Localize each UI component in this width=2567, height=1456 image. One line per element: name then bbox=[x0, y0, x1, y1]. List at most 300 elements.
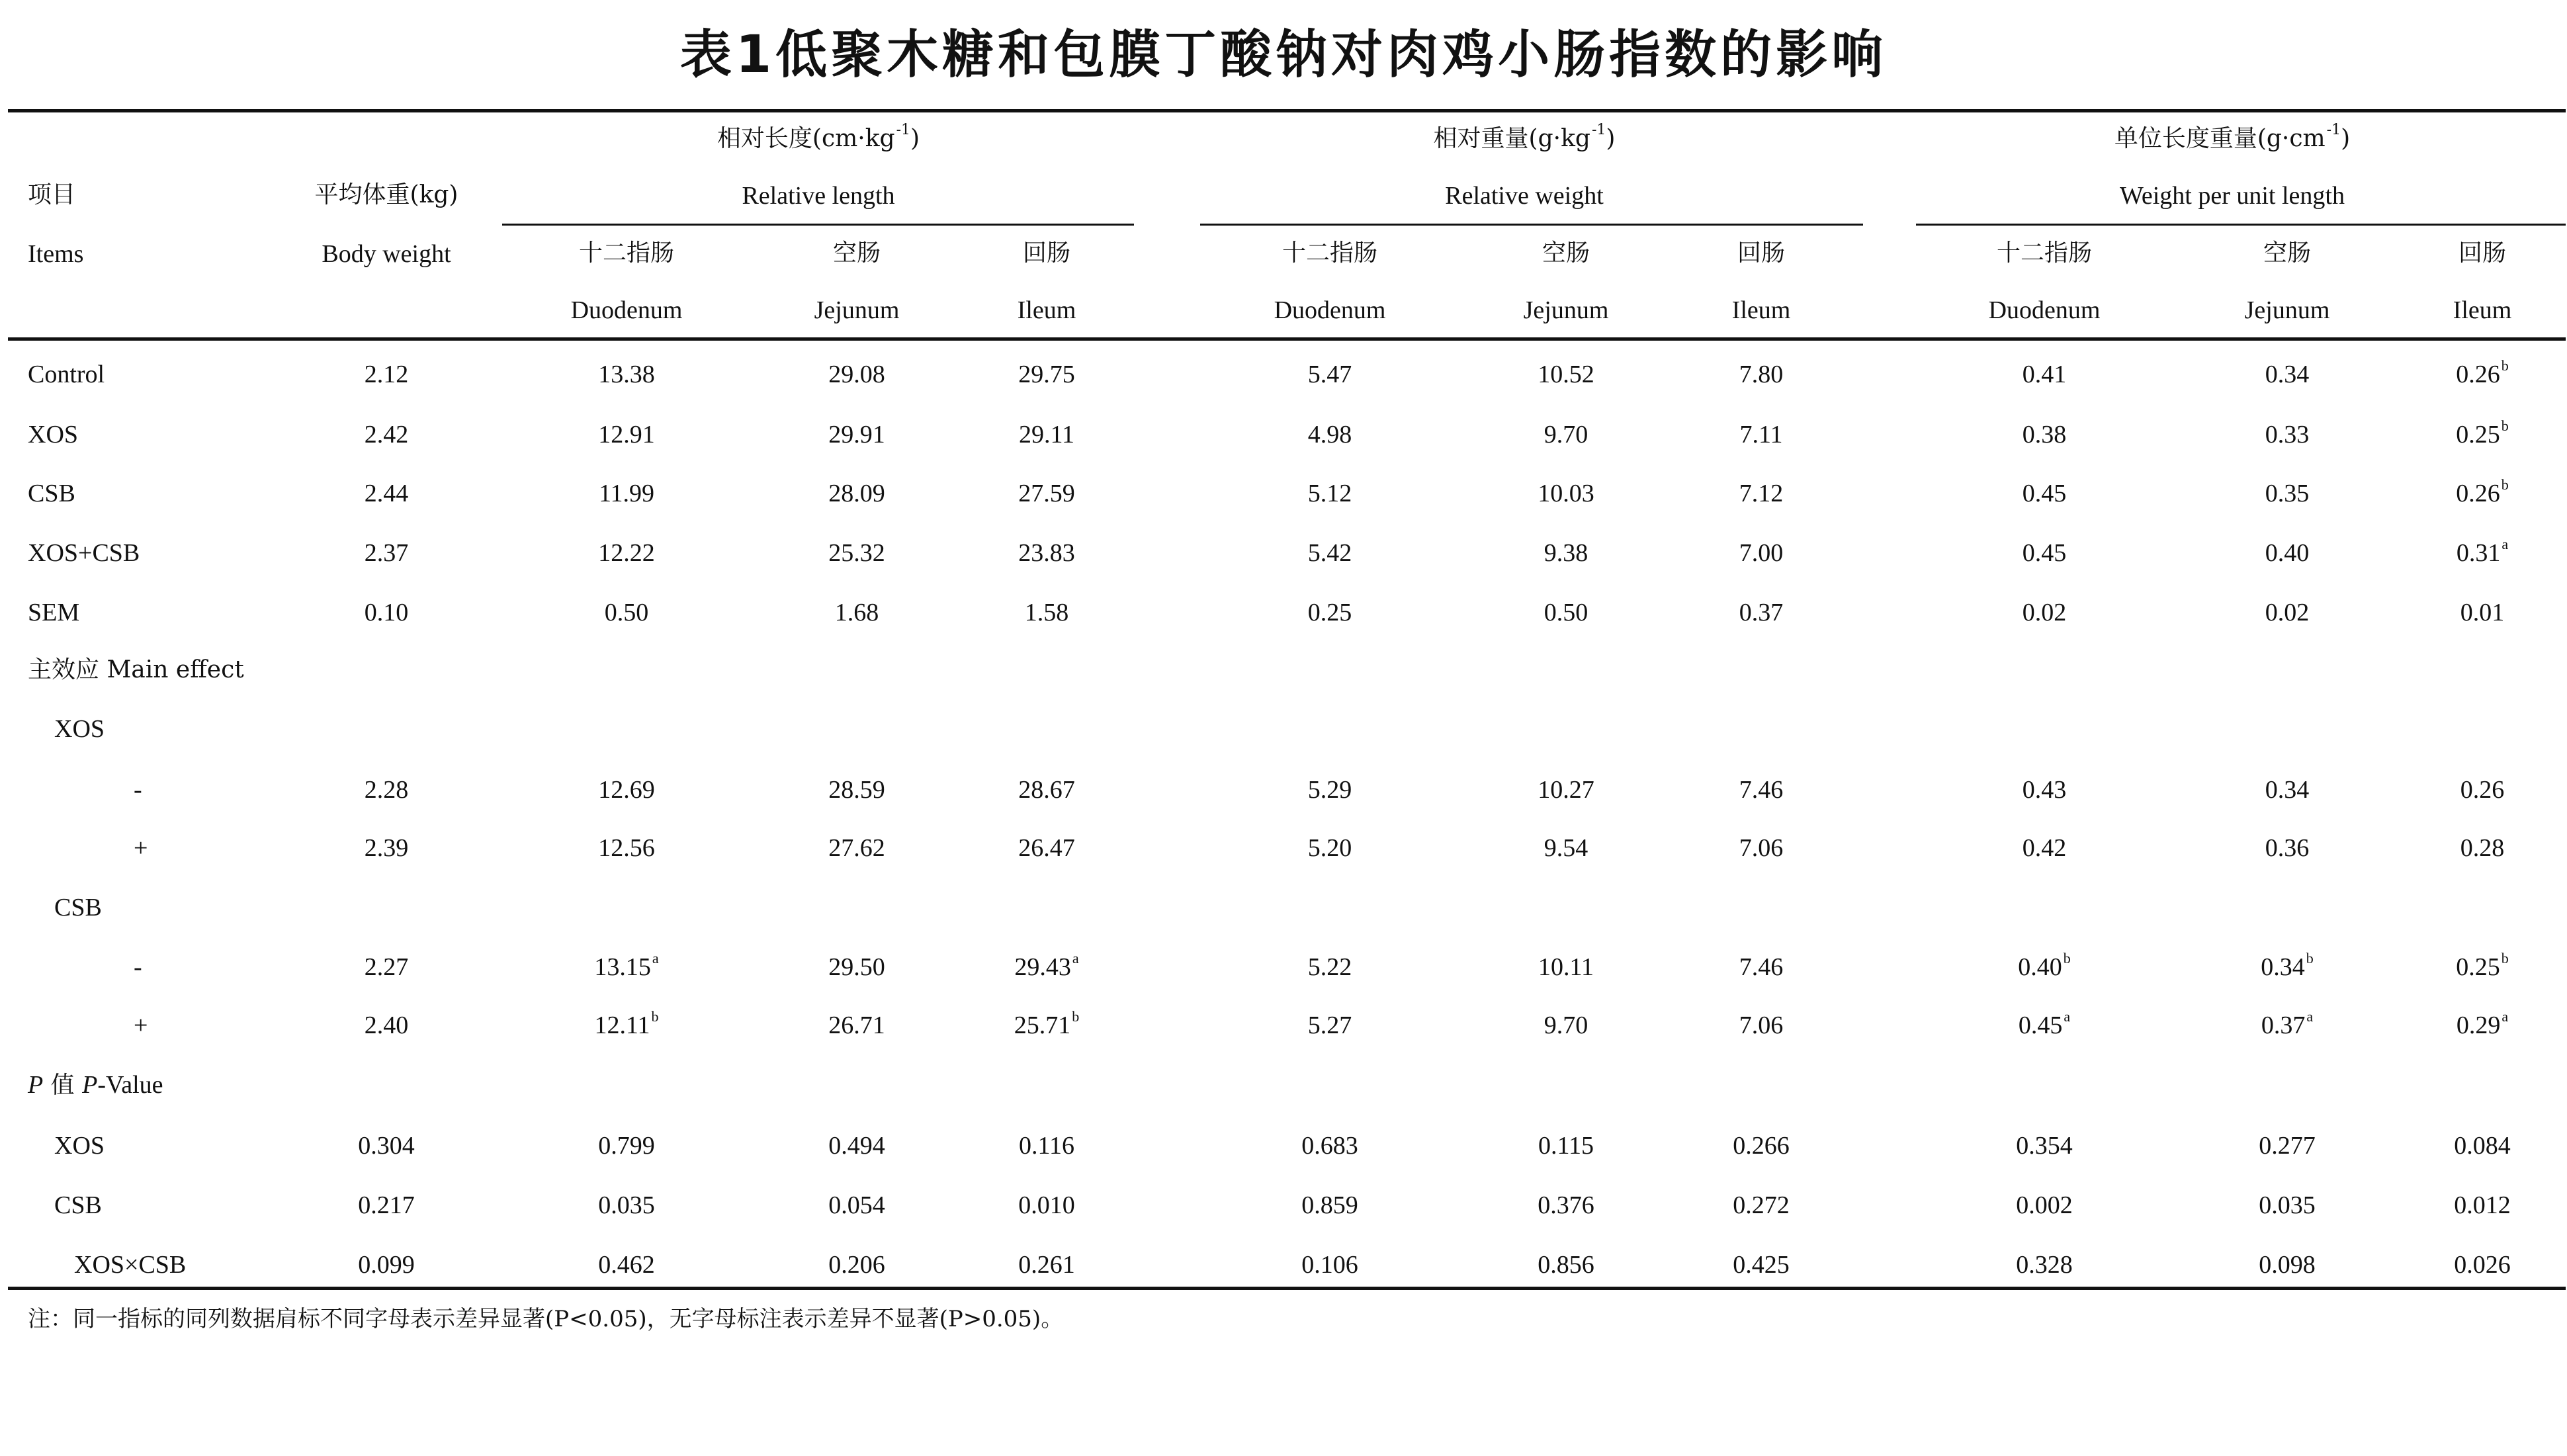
main-effect-label: 主效应 Main effect bbox=[28, 656, 244, 683]
segment-header-cn: 回肠 bbox=[2458, 239, 2507, 267]
table-cell bbox=[358, 1133, 415, 1158]
weight-per-length-header-cn: 单位长度重量$(g\cdot cm^{-1})$ bbox=[2114, 122, 2351, 152]
table-cell bbox=[2018, 950, 2071, 981]
cell-value: 7.80 bbox=[1739, 361, 1784, 388]
table-cell bbox=[598, 777, 655, 802]
cell-value: 0.035 bbox=[2259, 1191, 2316, 1219]
segment-header-en: Duodenum bbox=[1988, 296, 2101, 324]
table-cell bbox=[2023, 600, 2067, 625]
table-cell bbox=[2460, 600, 2505, 625]
cell-value: 0.26 bbox=[2460, 776, 2505, 804]
significance-superscript: a bbox=[2502, 1008, 2509, 1025]
cell-value: 2.12 bbox=[364, 361, 409, 388]
cell-value: 2.40 bbox=[364, 1011, 409, 1039]
row-label: XOS bbox=[28, 421, 79, 449]
cell-value: 28.67 bbox=[1018, 776, 1075, 804]
cell-value: 0.859 bbox=[1301, 1191, 1358, 1219]
segment-header-cn: 空肠 bbox=[832, 239, 881, 267]
level-label: + bbox=[134, 834, 148, 862]
cell-value: 0.50 bbox=[1544, 599, 1588, 626]
segment-header-en: Jejunum bbox=[2244, 296, 2330, 324]
table-cell bbox=[599, 481, 654, 506]
table-cell bbox=[1544, 1013, 1588, 1038]
cell-value: 0.106 bbox=[1301, 1251, 1358, 1279]
cell-value: 0.36 bbox=[2265, 834, 2310, 862]
cell-value: 9.70 bbox=[1544, 1011, 1588, 1039]
cell-value: 7.00 bbox=[1739, 539, 1784, 567]
table-cell bbox=[365, 955, 409, 980]
level-label: - bbox=[134, 953, 142, 981]
cell-value: 5.47 bbox=[1307, 361, 1352, 388]
cell-value: 25.32 bbox=[828, 539, 885, 567]
table-cell bbox=[2259, 1193, 2316, 1218]
cell-value: 0.494 bbox=[828, 1132, 885, 1160]
table-cell bbox=[2023, 540, 2067, 566]
table-cell bbox=[1739, 481, 1784, 506]
segment-header-en: Jejunum bbox=[814, 296, 900, 324]
table-cell bbox=[598, 422, 655, 447]
table-cell bbox=[2016, 1193, 2073, 1218]
significance-superscript: b bbox=[2501, 357, 2509, 374]
cell-value: 10.03 bbox=[1538, 480, 1594, 507]
table-cell bbox=[598, 835, 655, 861]
table-cell bbox=[594, 950, 659, 981]
table-cell bbox=[2023, 835, 2067, 861]
table-cell bbox=[598, 362, 655, 387]
table-cell bbox=[2023, 777, 2067, 802]
cell-value: 29.43 bbox=[1014, 953, 1071, 981]
table-cell bbox=[2265, 422, 2310, 447]
cell-value: 0.41 bbox=[2022, 361, 2067, 388]
items-header-en: Items bbox=[28, 240, 84, 268]
table-cell bbox=[1544, 600, 1588, 625]
cell-value: 10.52 bbox=[1538, 361, 1594, 388]
table-cell bbox=[1019, 422, 1074, 447]
significance-superscript: b bbox=[2063, 950, 2071, 966]
cell-value: 13.38 bbox=[598, 361, 655, 388]
table-cell bbox=[1308, 835, 1352, 861]
segment-header-en: Jejunum bbox=[1523, 296, 1609, 324]
table-cell bbox=[2261, 950, 2314, 981]
cell-value: 0.012 bbox=[2454, 1191, 2511, 1219]
table-cell bbox=[1538, 481, 1594, 506]
table-cell bbox=[1538, 1193, 1594, 1218]
cell-value: 0.33 bbox=[2265, 421, 2310, 449]
table-cell bbox=[1018, 777, 1075, 802]
cell-value: 5.12 bbox=[1307, 480, 1352, 507]
cell-value: 0.42 bbox=[2022, 834, 2067, 862]
cell-value: 4.98 bbox=[1307, 421, 1352, 449]
table-cell bbox=[1014, 1008, 1080, 1039]
cell-value: 0.01 bbox=[2460, 599, 2505, 626]
cell-value: 0.277 bbox=[2259, 1132, 2316, 1160]
table-cell bbox=[828, 422, 885, 447]
cell-value: 7.46 bbox=[1739, 776, 1784, 804]
table-cell bbox=[598, 1133, 655, 1158]
cell-value: 0.010 bbox=[1018, 1191, 1075, 1219]
table-cell bbox=[1739, 777, 1784, 802]
table-cell bbox=[2265, 600, 2310, 625]
table-cell bbox=[2018, 1008, 2071, 1039]
table-cell bbox=[1538, 955, 1594, 980]
table-cell bbox=[598, 1193, 655, 1218]
cell-value: 0.115 bbox=[1538, 1132, 1594, 1160]
cell-value: 29.91 bbox=[828, 421, 885, 449]
table-cell bbox=[2454, 1133, 2511, 1158]
table-cell bbox=[1301, 1252, 1358, 1277]
cell-value: 0.856 bbox=[1538, 1251, 1594, 1279]
table-cell bbox=[1018, 1252, 1075, 1277]
cell-value: 0.38 bbox=[2022, 421, 2067, 449]
table-cell bbox=[1739, 955, 1784, 980]
segment-header-cn: 空肠 bbox=[1542, 239, 1590, 267]
table-cell bbox=[2259, 1133, 2316, 1158]
significance-superscript: a bbox=[1072, 950, 1079, 966]
table-cell bbox=[2261, 1008, 2314, 1039]
p-value-label: P 值 P-Value bbox=[28, 1071, 163, 1099]
significance-superscript: b bbox=[2501, 950, 2509, 966]
table-cell bbox=[1018, 481, 1075, 506]
table-cell bbox=[1018, 1193, 1075, 1218]
table-cell bbox=[1739, 1013, 1784, 1038]
cell-value: 0.098 bbox=[2259, 1251, 2316, 1279]
body-weight-header-cn: 平均体重(kg) bbox=[314, 181, 458, 208]
segment-header-en: Duodenum bbox=[570, 296, 683, 324]
cell-value: 0.37 bbox=[2261, 1011, 2306, 1039]
cell-value: 0.054 bbox=[828, 1191, 885, 1219]
weight-per-length-underline bbox=[1916, 224, 2566, 226]
cell-value: 0.261 bbox=[1018, 1251, 1075, 1279]
cell-value: 0.683 bbox=[1301, 1132, 1358, 1160]
cell-value: 1.68 bbox=[834, 599, 879, 626]
cell-value: 7.12 bbox=[1739, 480, 1784, 507]
table-cell bbox=[1018, 540, 1075, 566]
table-cell bbox=[1308, 600, 1352, 625]
significance-superscript: b bbox=[2501, 476, 2509, 493]
cell-value: 0.002 bbox=[2016, 1191, 2073, 1219]
cell-value: 5.29 bbox=[1307, 776, 1352, 804]
table-cell bbox=[365, 362, 409, 387]
table-cell bbox=[365, 540, 409, 566]
cell-value: 0.10 bbox=[364, 599, 409, 626]
level-label: + bbox=[134, 1011, 148, 1039]
table-cell bbox=[828, 362, 885, 387]
table-cell bbox=[2259, 1252, 2316, 1277]
table-cell bbox=[2023, 422, 2067, 447]
cell-value: 11.99 bbox=[598, 480, 655, 507]
segment-header-cn: 回肠 bbox=[1022, 239, 1071, 267]
relative-length-header-en: Relative length bbox=[742, 182, 895, 210]
cell-value: 5.20 bbox=[1307, 834, 1352, 862]
cell-value: 7.06 bbox=[1739, 834, 1784, 862]
significance-superscript: a bbox=[2064, 1008, 2071, 1025]
cell-value: 5.22 bbox=[1307, 953, 1352, 981]
items-header-cn: 项目 bbox=[28, 181, 76, 208]
cell-value: 25.71 bbox=[1014, 1011, 1071, 1039]
table-cell bbox=[358, 1193, 415, 1218]
table-cell bbox=[2456, 357, 2509, 388]
cell-value: 0.206 bbox=[828, 1251, 885, 1279]
table-cell bbox=[1739, 422, 1782, 447]
table-cell bbox=[1739, 600, 1784, 625]
table-cell bbox=[1544, 422, 1588, 447]
cell-value: 0.266 bbox=[1733, 1132, 1790, 1160]
cell-value: 29.11 bbox=[1018, 421, 1075, 449]
table-cell bbox=[598, 1252, 655, 1277]
segment-header-cn: 十二指肠 bbox=[1996, 239, 2093, 267]
table-cell bbox=[1733, 1193, 1790, 1218]
significance-superscript: b bbox=[1072, 1008, 1080, 1025]
cell-value: 0.099 bbox=[358, 1251, 415, 1279]
table-cell bbox=[365, 1013, 409, 1038]
weight-per-length-header-en: Weight per unit length bbox=[2120, 182, 2345, 210]
cell-value: 26.71 bbox=[828, 1011, 885, 1039]
cell-value: 0.26 bbox=[2456, 361, 2500, 388]
table-cell bbox=[1308, 540, 1352, 566]
table-cell bbox=[1308, 777, 1352, 802]
table-cell bbox=[2456, 417, 2509, 449]
header-bottom-rule bbox=[8, 337, 2566, 341]
table-cell bbox=[1739, 362, 1784, 387]
table-cell bbox=[1538, 1252, 1594, 1277]
relative-length-underline bbox=[502, 224, 1134, 226]
cell-value: 1.58 bbox=[1024, 599, 1069, 626]
table-cell bbox=[2016, 1252, 2073, 1277]
cell-value: 29.50 bbox=[828, 953, 885, 981]
table-cell bbox=[828, 1252, 885, 1277]
table-cell bbox=[2265, 481, 2310, 506]
segment-header-en: Ileum bbox=[1017, 296, 1076, 324]
table-cell bbox=[2460, 835, 2505, 861]
cell-value: 28.09 bbox=[828, 480, 885, 507]
cell-value: 0.43 bbox=[2022, 776, 2067, 804]
cell-value: 0.035 bbox=[598, 1191, 655, 1219]
cell-value: 0.376 bbox=[1538, 1191, 1594, 1219]
cell-value: 0.34 bbox=[2265, 776, 2310, 804]
table-cell bbox=[365, 422, 409, 447]
table-cell bbox=[598, 540, 655, 566]
table-cell bbox=[828, 777, 885, 802]
cell-value: 9.54 bbox=[1544, 834, 1588, 862]
table-cell bbox=[828, 835, 885, 861]
cell-value: 29.08 bbox=[828, 361, 885, 388]
table-cell bbox=[1019, 1133, 1074, 1158]
cell-value: 12.22 bbox=[598, 539, 655, 567]
cell-value: 2.28 bbox=[364, 776, 409, 804]
table-cell bbox=[1739, 835, 1784, 861]
cell-value: 2.37 bbox=[364, 539, 409, 567]
table-cell bbox=[1544, 540, 1588, 566]
cell-value: 7.06 bbox=[1739, 1011, 1784, 1039]
table-cell bbox=[1014, 950, 1079, 981]
xos-factor-label: XOS bbox=[54, 715, 105, 743]
significance-superscript: a bbox=[2306, 1008, 2314, 1025]
cell-value: 0.328 bbox=[2016, 1251, 2073, 1279]
table-cell bbox=[2454, 1252, 2511, 1277]
cell-value: 0.217 bbox=[358, 1191, 415, 1219]
table-cell bbox=[594, 1008, 659, 1039]
table-cell bbox=[828, 540, 885, 566]
table-cell bbox=[365, 777, 409, 802]
cell-value: 0.29 bbox=[2456, 1011, 2501, 1039]
cell-value: 0.45 bbox=[2018, 1011, 2063, 1039]
table-cell bbox=[828, 1193, 885, 1218]
table-cell bbox=[605, 600, 649, 625]
table-cell bbox=[1018, 835, 1075, 861]
cell-value: 13.15 bbox=[594, 953, 651, 981]
cell-value: 7.46 bbox=[1739, 953, 1784, 981]
cell-value: 12.56 bbox=[598, 834, 655, 862]
segment-header-en: Ileum bbox=[2453, 296, 2512, 324]
top-rule bbox=[8, 109, 2566, 112]
table-cell bbox=[828, 1013, 885, 1038]
table-cell bbox=[1538, 1133, 1594, 1158]
level-label: - bbox=[134, 776, 142, 804]
p-row-label: CSB bbox=[54, 1191, 102, 1219]
cell-value: 0.25 bbox=[2456, 953, 2500, 981]
segment-header-en: Ileum bbox=[1731, 296, 1791, 324]
cell-value: 0.425 bbox=[1733, 1251, 1790, 1279]
table-cell bbox=[2460, 777, 2505, 802]
cell-value: 0.34 bbox=[2261, 953, 2305, 981]
cell-value: 2.44 bbox=[364, 480, 409, 507]
cell-value: 12.91 bbox=[598, 421, 655, 449]
cell-value: 0.799 bbox=[598, 1132, 655, 1160]
table-footnote: 注：同一指标的同列数据肩标不同字母表示差异显著(P<0.05)，无字母标注表示差异不显著(P>0.05)。 bbox=[28, 1306, 1064, 1332]
row-label: Control bbox=[28, 361, 105, 388]
table-cell bbox=[1739, 540, 1784, 566]
cell-value: 2.27 bbox=[364, 953, 409, 981]
cell-value: 27.62 bbox=[828, 834, 885, 862]
cell-value: 0.02 bbox=[2265, 599, 2310, 626]
table-cell bbox=[1538, 777, 1594, 802]
cell-value: 0.40 bbox=[2265, 539, 2310, 567]
cell-value: 29.75 bbox=[1018, 361, 1075, 388]
cell-value: 0.25 bbox=[2456, 421, 2500, 449]
table-cell bbox=[1538, 362, 1594, 387]
cell-value: 23.83 bbox=[1018, 539, 1075, 567]
segment-header-en: Duodenum bbox=[1274, 296, 1386, 324]
significance-superscript: b bbox=[2306, 950, 2314, 966]
cell-value: 0.462 bbox=[598, 1251, 655, 1279]
relative-length-header-cn: 相对长度$(cm\cdot kg^{-1})$ bbox=[717, 122, 920, 152]
table-cell bbox=[365, 481, 409, 506]
table-cell bbox=[828, 481, 885, 506]
relative-weight-underline bbox=[1200, 224, 1863, 226]
table-cell bbox=[365, 600, 409, 625]
cell-value: 0.28 bbox=[2460, 834, 2505, 862]
cell-value: 12.69 bbox=[598, 776, 655, 804]
table-cell bbox=[828, 955, 885, 980]
table-cell bbox=[2454, 1193, 2511, 1218]
table-cell bbox=[1308, 1013, 1352, 1038]
cell-value: 5.42 bbox=[1307, 539, 1352, 567]
table-cell bbox=[1301, 1193, 1358, 1218]
segment-header-cn: 十二指肠 bbox=[578, 239, 675, 267]
table-cell bbox=[2456, 1008, 2509, 1039]
cell-value: 0.25 bbox=[1307, 599, 1352, 626]
significance-superscript: b bbox=[2501, 417, 2509, 434]
cell-value: 0.37 bbox=[1739, 599, 1784, 626]
cell-value: 0.35 bbox=[2265, 480, 2310, 507]
table-cell bbox=[365, 835, 409, 861]
significance-superscript: a bbox=[2502, 536, 2509, 552]
table-cell bbox=[1733, 1133, 1790, 1158]
table-cell bbox=[2016, 1133, 2073, 1158]
table-cell bbox=[835, 600, 879, 625]
cell-value: 27.59 bbox=[1018, 480, 1075, 507]
cell-value: 0.354 bbox=[2016, 1132, 2073, 1160]
cell-value: 5.27 bbox=[1307, 1011, 1352, 1039]
cell-value: 9.38 bbox=[1544, 539, 1588, 567]
table-cell bbox=[1308, 955, 1352, 980]
cell-value: 0.084 bbox=[2454, 1132, 2511, 1160]
cell-value: 10.27 bbox=[1538, 776, 1594, 804]
cell-value: 0.50 bbox=[604, 599, 649, 626]
row-label: CSB bbox=[28, 480, 75, 507]
cell-value: 0.45 bbox=[2022, 539, 2067, 567]
cell-value: 7.11 bbox=[1739, 421, 1783, 449]
table-cell bbox=[1308, 481, 1352, 506]
cell-value: 26.47 bbox=[1018, 834, 1075, 862]
table-cell bbox=[1018, 362, 1075, 387]
segment-header-cn: 回肠 bbox=[1737, 239, 1786, 267]
cell-value: 0.026 bbox=[2454, 1251, 2511, 1279]
cell-value: 0.45 bbox=[2022, 480, 2067, 507]
table-cell bbox=[1544, 835, 1588, 861]
cell-value: 0.116 bbox=[1018, 1132, 1075, 1160]
cell-value: 9.70 bbox=[1544, 421, 1588, 449]
segment-header-cn: 空肠 bbox=[2263, 239, 2312, 267]
table-cell bbox=[2265, 540, 2310, 566]
table-cell bbox=[2265, 362, 2310, 387]
bottom-rule bbox=[8, 1287, 2566, 1290]
table-cell bbox=[2023, 481, 2067, 506]
body-weight-header-en: Body weight bbox=[322, 240, 451, 268]
significance-superscript: b bbox=[651, 1008, 659, 1025]
table-cell bbox=[1308, 422, 1352, 447]
cell-value: 12.11 bbox=[594, 1011, 650, 1039]
cell-value: 0.26 bbox=[2456, 480, 2500, 507]
relative-weight-header-cn: 相对重量$(g\cdot kg^{-1})$ bbox=[1433, 122, 1616, 152]
p-row-label: XOS×CSB bbox=[74, 1251, 187, 1279]
table-cell bbox=[2265, 835, 2310, 861]
significance-superscript: a bbox=[652, 950, 659, 966]
table-cell bbox=[828, 1133, 885, 1158]
segment-header-cn: 十二指肠 bbox=[1282, 239, 1378, 267]
cell-value: 0.31 bbox=[2456, 539, 2501, 567]
cell-value: 0.304 bbox=[358, 1132, 415, 1160]
table-cell bbox=[2265, 777, 2310, 802]
cell-value: 2.42 bbox=[364, 421, 409, 449]
table-cell bbox=[1301, 1133, 1358, 1158]
table-cell bbox=[2456, 950, 2509, 981]
relative-weight-header-en: Relative weight bbox=[1445, 182, 1604, 210]
table-cell bbox=[358, 1252, 415, 1277]
row-label: SEM bbox=[28, 599, 80, 626]
cell-value: 0.34 bbox=[2265, 361, 2310, 388]
table-cell bbox=[1025, 600, 1069, 625]
table-cell bbox=[2456, 476, 2509, 507]
table-cell bbox=[1308, 362, 1352, 387]
table-title: 表1低聚木糖和包膜丁酸钠对肉鸡小肠指数的影响 bbox=[679, 25, 1888, 85]
table-cell bbox=[2456, 536, 2509, 567]
table-cell bbox=[1733, 1252, 1790, 1277]
cell-value: 0.272 bbox=[1733, 1191, 1790, 1219]
cell-value: 0.40 bbox=[2018, 953, 2062, 981]
p-row-label: XOS bbox=[54, 1132, 105, 1160]
cell-value: 28.59 bbox=[828, 776, 885, 804]
